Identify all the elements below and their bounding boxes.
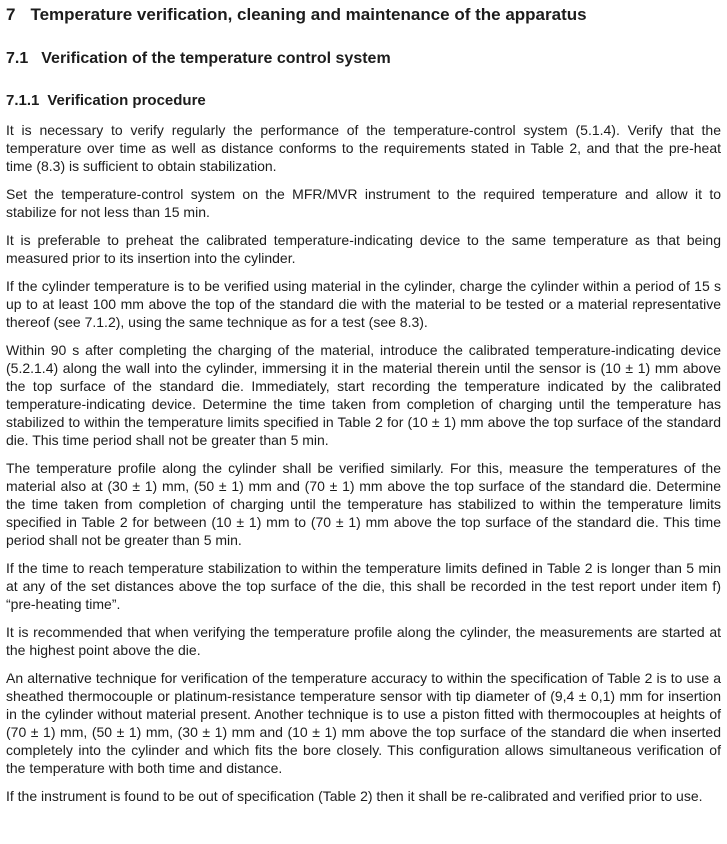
subclause-number: 7.1	[6, 50, 29, 67]
subsubclause-number: 7.1.1	[6, 92, 40, 109]
paragraph: It is necessary to verify regularly the performance of the temperature-control system (5.1.4). Verify that the temperature over time as well as distance conforms to the requirements stated in Table 2, and that the pre-heat time (8.3) is sufficient to obtain stabilization.	[6, 122, 721, 174]
paragraph: An alternative technique for verification of the temperature accuracy to within the specification of Table 2 is to use a sheathed thermocouple or platinum-resistance temperature sensor with tip diameter of (9,4 ± 0,1) mm for insertion in the cylinder without material present. Another technique is to use a piston fitted with thermocouples at heights of (70 ± 1) mm, (50 ± 1) mm, (30 ± 1) mm and (10 ± 1) mm above the top surface of the standard die when inserted completely into the cylinder and which fits the bore closely. This configuration allows simultaneous verification of the temperature with both time and distance.	[6, 670, 721, 776]
paragraph: The temperature profile along the cylinder shall be verified similarly. For this, measure the temperatures of the material also at (30 ± 1) mm, (50 ± 1) mm and (70 ± 1) mm above the top surface of the standard die. Determine the time taken from completion of charging until the temperature has stabilized to within the temperature limits specified in Table 2 for between (10 ± 1) mm to (70 ± 1) mm above the top surface of the standard die. This time period shall not be greater than 5 min.	[6, 460, 721, 548]
clause-heading	[6, 5, 721, 25]
subclause-heading	[6, 49, 721, 68]
paragraph: It is recommended that when verifying the temperature profile along the cylinder, the measurements are started at the highest point above the die.	[6, 624, 721, 658]
subsubclause-title: Verification procedure	[47, 92, 206, 109]
paragraph: If the instrument is found to be out of specification (Table 2) then it shall be re-calibrated and verified prior to use.	[6, 788, 703, 804]
subsubclause-heading	[6, 92, 721, 110]
paragraph: If the cylinder temperature is to be verified using material in the cylinder, charge the cylinder within a period of 15 s up to at least 100 mm above the top of the standard die with the material to be tested or a material representative thereof (see 7.1.2), using the same technique as for a test (see 8.3).	[6, 278, 721, 330]
clause-title: Temperature verification, cleaning and maintenance of the apparatus	[30, 5, 587, 24]
clause-number: 7	[6, 5, 16, 24]
paragraph: If the time to reach temperature stabilization to within the temperature limits defined in Table 2 is longer than 5 min at any of the set distances above the top surface of the die, this shall be recorded in the test report under item f) “pre-heating time”.	[6, 560, 721, 612]
subclause-title: Verification of the temperature control system	[41, 50, 391, 67]
paragraph: Within 90 s after completing the charging of the material, introduce the calibrated temperature-indicating device (5.2.1.4) along the wall into the cylinder, immersing it in the material therein until the sensor is (10 ± 1) mm above the top surface of the standard die. Immediately, start recording the temperature indicated by the calibrated temperature-indicating device. Determine the time taken from completion of charging until the temperature has stabilized to within the temperature limits specified in Table 2 for (10 ± 1) mm above the top surface of the standard die. This time period shall not be greater than 5 min.	[6, 342, 721, 448]
paragraph: Set the temperature-control system on the MFR/MVR instrument to the required temperature and allow it to stabilize for not less than 15 min.	[6, 186, 721, 220]
paragraph: It is preferable to preheat the calibrated temperature-indicating device to the same temperature as that being measured prior to its insertion into the cylinder.	[6, 232, 721, 266]
